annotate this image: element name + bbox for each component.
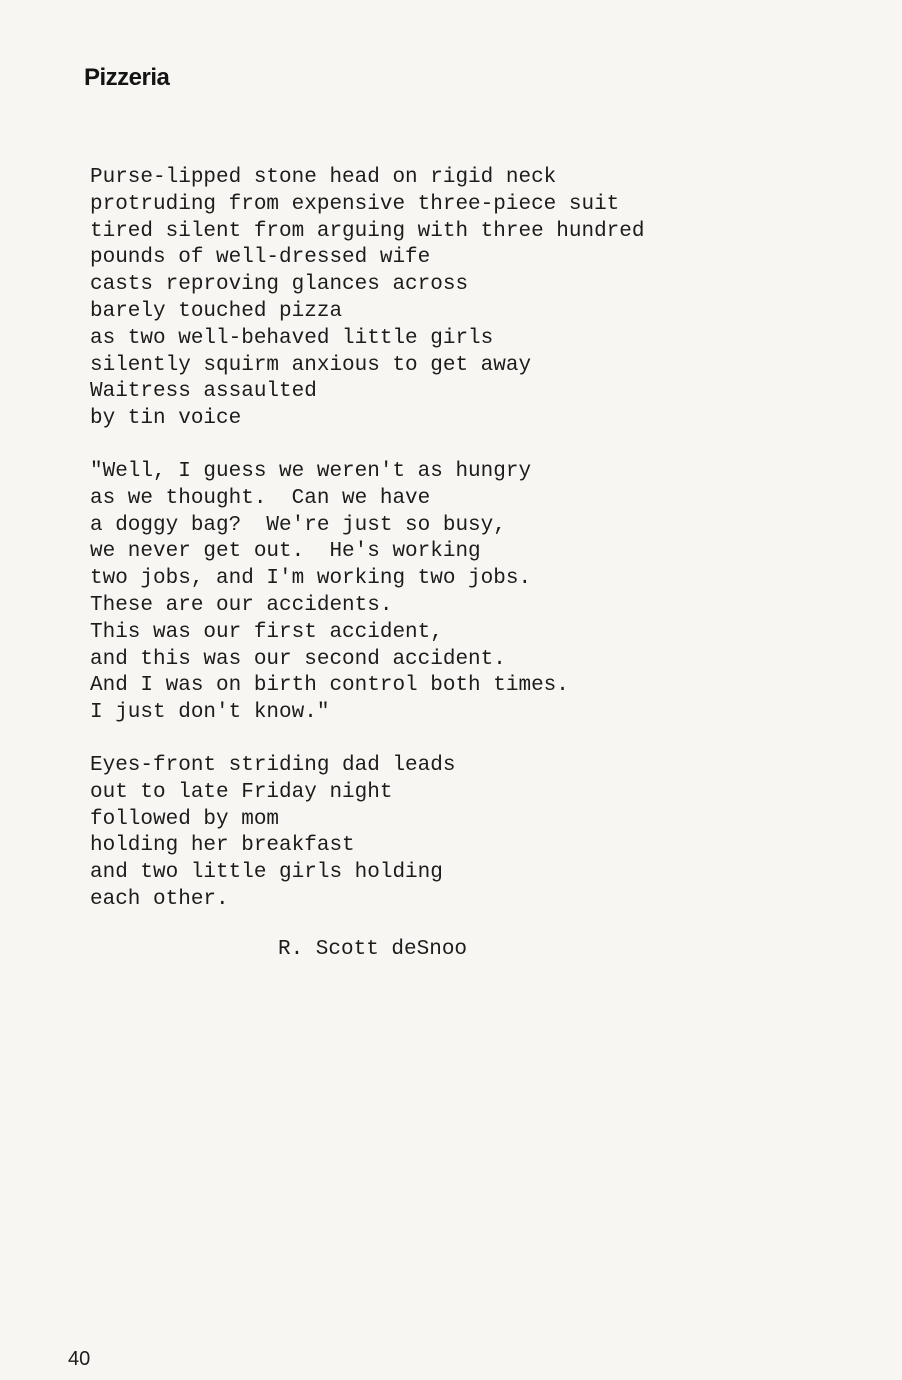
stanza-1 (90, 165, 810, 433)
poem-line: "Well, I guess we weren't as hungry (90, 459, 532, 483)
poem-body (90, 165, 810, 914)
page-number: 40 (68, 1348, 91, 1370)
poem-title: Pizzeria (84, 64, 170, 91)
poem-line: holding her breakfast (90, 834, 355, 858)
poem-line: Waitress assaulted (90, 380, 317, 404)
poem-line: pounds of well-dressed wife (90, 246, 431, 270)
poem-line: barely touched pizza (90, 299, 343, 323)
poem-line: each other. (90, 887, 229, 911)
poem-line: silently squirm anxious to get away (90, 353, 532, 377)
poem-line: two jobs, and I'm working two jobs. (90, 567, 532, 591)
poem-line: by tin voice (90, 407, 242, 431)
poem-line: as we thought. Can we have (90, 486, 431, 510)
poem-line: casts reproving glances across (90, 273, 469, 297)
poem-line: and two little girls holding (90, 861, 443, 885)
poem-line: This was our first accident, (90, 620, 443, 644)
poem-line: we never get out. He's working (90, 540, 481, 564)
poem-line: and this was our second accident. (90, 647, 506, 671)
poem-line: tired silent from arguing with three hundred (90, 219, 645, 243)
author-signature: R. Scott deSnoo (278, 938, 468, 961)
poem-line: protruding from expensive three-piece suit (90, 192, 620, 216)
poem-line: out to late Friday night (90, 780, 393, 804)
stanza-3 (90, 753, 810, 914)
poem-line: Purse-lipped stone head on rigid neck (90, 166, 557, 189)
stanza-2 (90, 459, 810, 727)
poem-line: These are our accidents. (90, 593, 393, 617)
poem-line: as two well-behaved little girls (90, 326, 494, 350)
poem-line: a doggy bag? We're just so busy, (90, 513, 506, 537)
poem-line: followed by mom (90, 807, 280, 831)
poem-line: Eyes-front striding dad leads (90, 753, 456, 777)
poem-line: And I was on birth control both times. (90, 674, 569, 698)
poem-line: I just don't know." (90, 701, 330, 725)
